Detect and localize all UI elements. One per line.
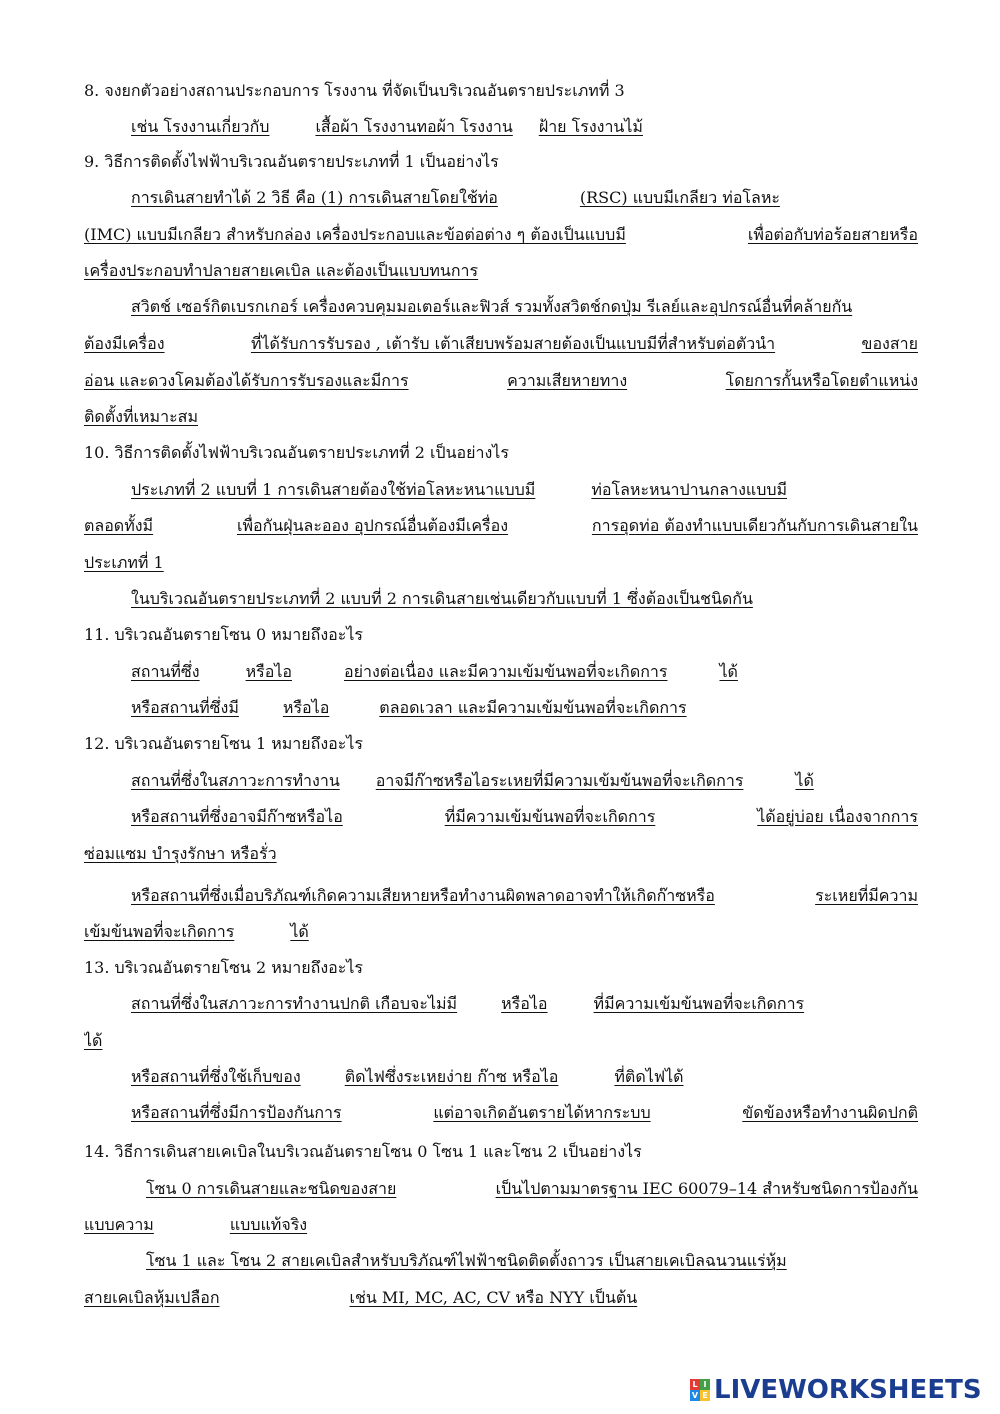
answer-text: ประเภทที่ 2 แบบที่ 1 การเดินสายต้องใช้ท่อโลหะหนาแบบมี bbox=[131, 480, 536, 499]
answer-text: ต้องมีเครื่อง bbox=[84, 334, 165, 353]
answer-text: ได้ bbox=[795, 771, 814, 790]
answer-9-line-2 bbox=[84, 220, 918, 250]
answer-text: ตลอดเวลา และมีความเข้มข้นพอที่จะเกิดการ bbox=[379, 698, 687, 717]
answer-text: เป็นไปตามมาตรฐาน IEC 60079–14 สำหรับชนิดการป้องกัน bbox=[495, 1179, 918, 1198]
answer-9-line-6 bbox=[84, 366, 918, 396]
answer-text: (RSC) แบบมีเกลียว ท่อโลหะ bbox=[579, 188, 780, 207]
mark-letter: L bbox=[690, 1379, 700, 1390]
mark-letter: V bbox=[691, 1391, 699, 1400]
answer-text: ประเภทที่ 1 bbox=[84, 553, 164, 572]
answer-text: ของสาย bbox=[861, 334, 918, 353]
answer-text: ระเหยที่มีความ bbox=[815, 886, 918, 905]
answer-text: เช่น โรงงานเกี่ยวกับ bbox=[131, 117, 270, 136]
answer-14-line-1 bbox=[146, 1174, 918, 1204]
answer-14-line-3 bbox=[146, 1246, 918, 1276]
answer-text: หรือไอ bbox=[501, 994, 548, 1013]
answer-text: หรือสถานที่ซึ่งอาจมีก๊าซหรือไอ bbox=[131, 807, 343, 826]
answer-13-line-4 bbox=[131, 1098, 918, 1128]
answer-text: โดยการกั้นหรือโดยตำแหน่ง bbox=[725, 371, 918, 390]
answer-text: หรือไอ bbox=[245, 662, 292, 681]
logo-text: LIVEWORKSHEETS bbox=[714, 1375, 982, 1405]
liveworksheets-logo bbox=[690, 1372, 982, 1408]
answer-text: ได้ bbox=[719, 662, 738, 681]
question-10: 10. วิธีการติดตั้งไฟฟ้าบริเวณอันตรายประเภทที่ 2 เป็นอย่างไร bbox=[84, 443, 509, 462]
answer-text: สถานที่ซึ่งในสภาวะการทำงานปกติ เกือบจะไม่มี bbox=[131, 994, 458, 1013]
answer-text: ท่อโลหะหนาปานกลางแบบมี bbox=[591, 480, 788, 499]
answer-text: ขัดข้องหรือทำงานผิดปกติ bbox=[742, 1103, 918, 1122]
answer-9-line-7 bbox=[84, 402, 918, 432]
answer-text: ที่ติดไฟได้ bbox=[614, 1067, 684, 1086]
answer-text: สถานที่ซึ่ง bbox=[131, 662, 200, 681]
question-9: 9. วิธีการติดตั้งไฟฟ้าบริเวณอันตรายประเภทที่ 1 เป็นอย่างไร bbox=[84, 152, 499, 171]
answer-text: การเดินสายทำได้ 2 วิธี คือ (1) การเดินสายโดยใช้ท่อ bbox=[131, 188, 498, 207]
question-14: 14. วิธีการเดินสายเคเบิลในบริเวณอันตรายโซน 0 โซน 1 และโซน 2 เป็นอย่างไร bbox=[84, 1142, 642, 1161]
answer-text: ความเสียหายทาง bbox=[507, 371, 628, 390]
answer-text: หรือสถานที่ซึ่งใช้เก็บของ bbox=[131, 1067, 301, 1086]
answer-text: ติดไฟซึ่งระเหยง่าย ก๊าซ หรือไอ bbox=[344, 1067, 559, 1086]
answer-text: ตลอดทั้งมี bbox=[84, 516, 154, 535]
answer-text: โซน 0 การเดินสายและชนิดของสาย bbox=[146, 1179, 397, 1198]
answer-10-line-2 bbox=[84, 511, 918, 541]
answer-12-line-3 bbox=[84, 839, 918, 869]
answer-text: หรือสถานที่ซึ่งมีการป้องกันการ bbox=[131, 1103, 342, 1122]
answer-text: เสื้อผ้า โรงงานทอผ้า โรงงาน bbox=[315, 117, 513, 136]
answer-9-line-1 bbox=[131, 183, 918, 213]
liveworksheets-mark-icon bbox=[690, 1379, 710, 1401]
answer-text: ได้ bbox=[84, 1031, 103, 1050]
answer-text: เช่น MI, MC, AC, CV หรือ NYY เป็นต้น bbox=[349, 1288, 638, 1307]
answer-text: ในบริเวณอันตรายประเภทที่ 2 แบบที่ 2 การเดินสายเช่นเดียวกับแบบที่ 1 ซึ่งต้องเป็นชนิดกัน bbox=[131, 589, 753, 608]
answer-text: เพื่อกันฝุ่นละออง อุปกรณ์อื่นต้องมีเครื่อง bbox=[236, 516, 509, 535]
question-8: 8. จงยกตัวอย่างสถานประกอบการ โรงงาน ที่จัดเป็นบริเวณอันตรายประเภทที่ 3 bbox=[84, 81, 625, 100]
question-12: 12. บริเวณอันตรายโซน 1 หมายถึงอะไร bbox=[84, 734, 364, 753]
answer-10-line-3 bbox=[84, 548, 918, 578]
answer-text: แบบความ bbox=[84, 1215, 154, 1234]
answer-text: แบบแท้จริง bbox=[229, 1215, 308, 1234]
answer-text: แต่อาจเกิดอันตรายได้หากระบบ bbox=[433, 1103, 651, 1122]
answer-text: เครื่องประกอบทำปลายสายเคเบิล และต้องเป็นแบบทนการ bbox=[84, 261, 479, 280]
mark-letter: I bbox=[700, 1379, 710, 1390]
answer-text: สถานที่ซึ่งในสภาวะการทำงาน bbox=[131, 771, 340, 790]
answer-10-line-1 bbox=[131, 475, 918, 505]
answer-text: อาจมีก๊าซหรือไอระเหยที่มีความเข้มข้นพอที่จะเกิดการ bbox=[375, 771, 744, 790]
answer-12-line-5 bbox=[84, 917, 918, 947]
answer-13-line-3 bbox=[131, 1062, 918, 1092]
answer-text: (IMC) แบบมีเกลียว สำหรับกล่อง เครื่องประกอบและข้อต่อต่าง ๆ ต้องเป็นแบบมี bbox=[84, 225, 626, 244]
answer-text: ที่มีความเข้มข้นพอที่จะเกิดการ bbox=[444, 807, 656, 826]
answer-14-line-2 bbox=[84, 1210, 918, 1240]
answer-text: เพื่อต่อกับท่อร้อยสายหรือ bbox=[747, 225, 918, 244]
answer-text: หรือสถานที่ซึ่งมี bbox=[131, 698, 239, 717]
answer-text: ฝ้าย โรงงานไม้ bbox=[538, 117, 643, 136]
answer-10-line-4 bbox=[131, 584, 918, 614]
answer-13-line-1 bbox=[131, 989, 918, 1019]
answer-text: หรือสถานที่ซึ่งเมื่อบริภัณฑ์เกิดความเสียหายหรือทำงานผิดพลาดอาจทำให้เกิดก๊าซหรือ bbox=[131, 886, 715, 905]
answer-12-line-1 bbox=[131, 766, 918, 796]
answer-text: โซน 1 และ โซน 2 สายเคเบิลสำหรับบริภัณฑ์ไฟฟ้าชนิดติดตั้งถาวร เป็นสายเคเบิลฉนวนแร่หุ้ม bbox=[146, 1251, 787, 1270]
answer-12-line-2 bbox=[131, 802, 918, 832]
answer-text: อ่อน และดวงโคมต้องได้รับการรับรองและมีการ bbox=[84, 371, 409, 390]
answer-11-line-2 bbox=[131, 693, 918, 723]
answer-11-line-1 bbox=[131, 657, 918, 687]
answer-text: สายเคเบิลหุ้มเปลือก bbox=[84, 1288, 220, 1307]
answer-text: การอุดท่อ ต้องทำแบบเดียวกันกับการเดินสายใน bbox=[591, 516, 918, 535]
answer-text: ติดตั้งที่เหมาะสม bbox=[84, 407, 198, 426]
answer-text: อย่างต่อเนื่อง และมีความเข้มข้นพอที่จะเกิดการ bbox=[344, 662, 668, 681]
answer-text: ได้อยู่บ่อย เนื่องจากการ bbox=[757, 807, 918, 826]
mark-letter: E bbox=[700, 1390, 710, 1401]
answer-text: สวิตช์ เซอร์กิตเบรกเกอร์ เครื่องควบคุมมอเตอร์และฟิวส์ รวมทั้งสวิตช์กดปุ่ม รีเลย์และอุปกรณ์อื่นที่คล้ายกัน bbox=[131, 297, 853, 316]
answer-text: หรือไอ bbox=[282, 698, 330, 717]
answer-text: ที่มีความเข้มข้นพอที่จะเกิดการ bbox=[593, 994, 805, 1013]
answer-12-line-4 bbox=[131, 881, 918, 911]
question-11: 11. บริเวณอันตรายโซน 0 หมายถึงอะไร bbox=[84, 625, 364, 644]
question-13: 13. บริเวณอันตรายโซน 2 หมายถึงอะไร bbox=[84, 958, 364, 977]
answer-text: เข้มข้นพอที่จะเกิดการ bbox=[84, 922, 235, 941]
answer-8-line-1 bbox=[131, 112, 918, 142]
answer-9-line-4 bbox=[131, 292, 918, 322]
answer-text: ซ่อมแซม บำรุงรักษา หรือรั่ว bbox=[84, 844, 277, 863]
answer-14-line-4 bbox=[84, 1283, 918, 1313]
answer-text: ที่ได้รับการรับรอง , เต้ารับ เต้าเสียบพร้อมสายต้องเป็นแบบมีที่สำหรับต่อตัวนำ bbox=[250, 334, 776, 353]
answer-13-line-2 bbox=[84, 1026, 918, 1056]
answer-9-line-3 bbox=[84, 256, 918, 286]
answer-text: ได้ bbox=[290, 922, 309, 941]
answer-9-line-5 bbox=[84, 329, 918, 359]
